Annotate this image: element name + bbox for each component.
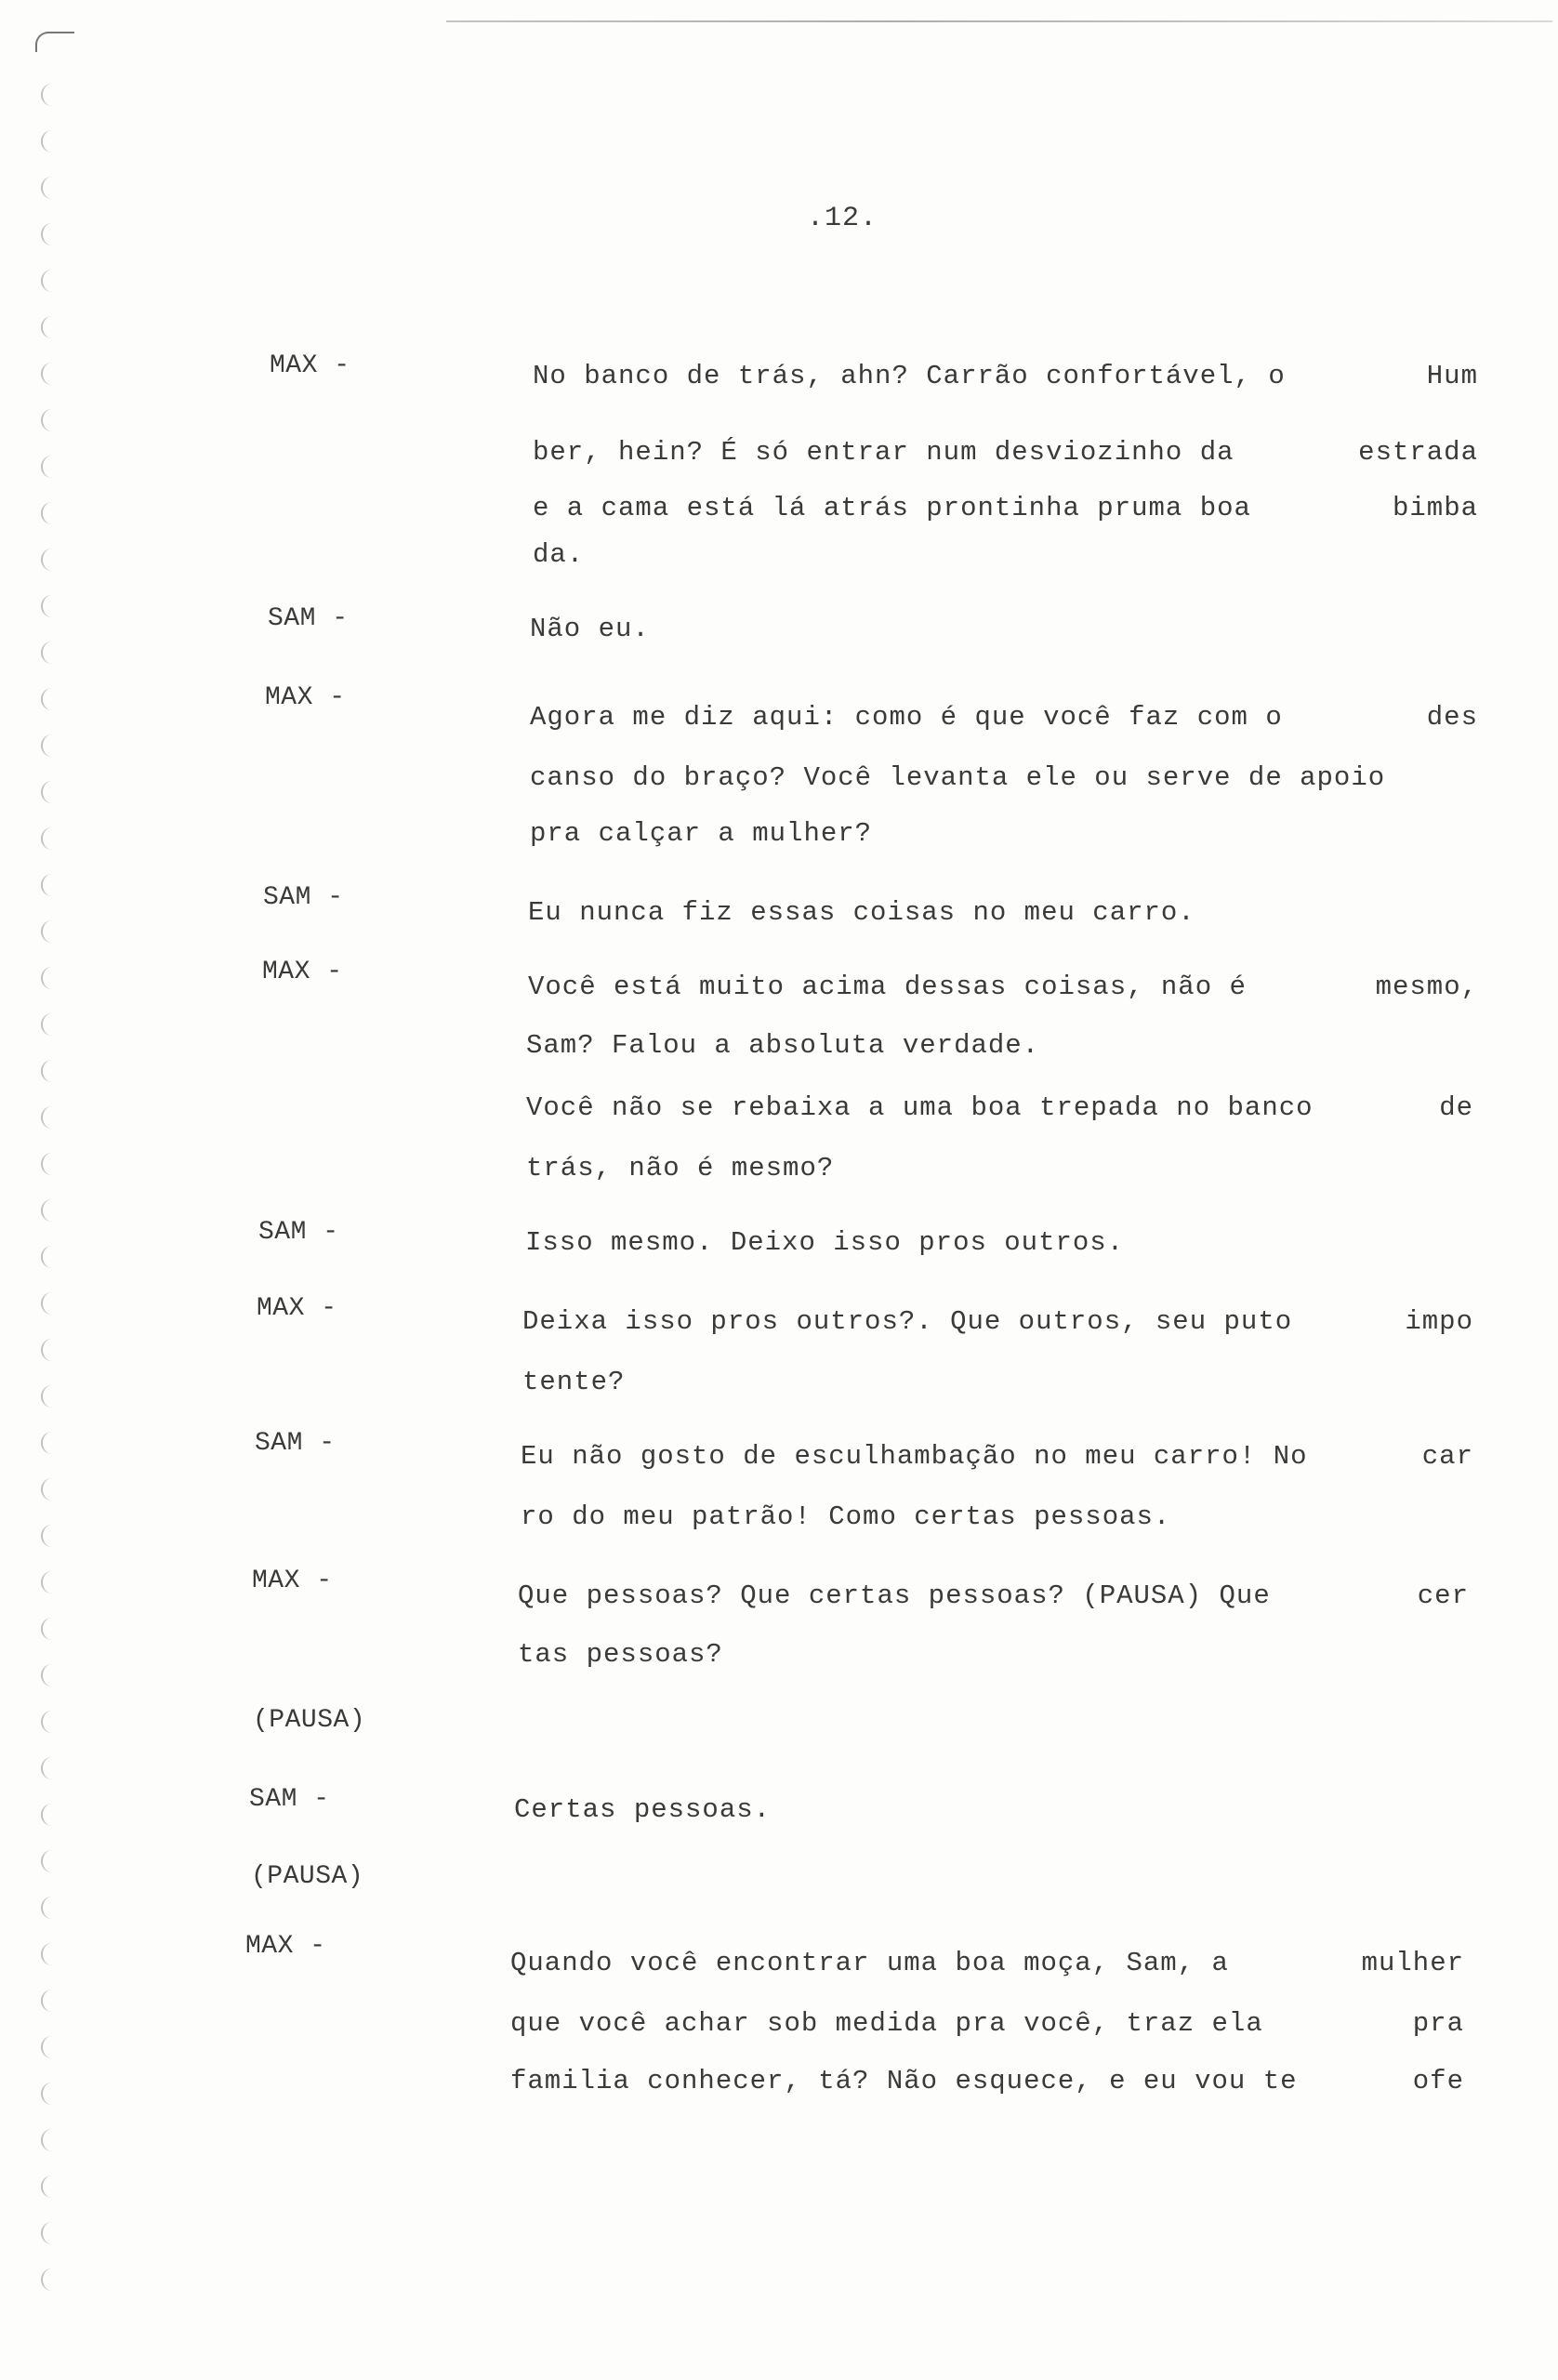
dialogue-text: Certas pessoas.	[514, 1794, 772, 1825]
dialogue-text: da.	[533, 539, 585, 570]
dialogue-line	[533, 493, 1478, 523]
dialogue-text: que você achar sob medida pra você, traz ela	[510, 2008, 1263, 2039]
speaker-label: MAX -	[245, 1932, 326, 1961]
dialogue-text: Agora me diz aqui: como é que você faz com o	[530, 702, 1283, 733]
binding-hole-mark	[41, 2129, 56, 2151]
binding-hole-mark	[41, 1292, 56, 1315]
dialogue-line	[528, 972, 1478, 1002]
binding-hole-mark	[41, 1339, 56, 1361]
binding-hole-mark	[41, 502, 56, 524]
binding-hole-mark	[41, 84, 56, 106]
binding-hole-mark	[41, 2175, 56, 2198]
dialogue-text: de	[1439, 1092, 1473, 1123]
binding-hole-mark	[41, 1664, 56, 1686]
speaker-label: SAM -	[249, 1785, 330, 1814]
binding-hole-mark	[41, 363, 56, 385]
dialogue-text: familia conhecer, tá? Não esquece, e eu vou te	[510, 2066, 1298, 2096]
speaker-label: (PAUSA)	[251, 1862, 364, 1891]
dialogue-text: Eu nunca fiz essas coisas no meu carro.	[528, 897, 1195, 928]
binding-hole-mark	[41, 130, 56, 152]
dialogue-line	[533, 539, 584, 570]
dialogue-text: Que pessoas? Que certas pessoas? (PAUSA) Que	[518, 1580, 1271, 1611]
speaker-label: SAM -	[268, 604, 349, 633]
binding-hole-mark	[41, 1711, 56, 1733]
dialogue-line	[522, 1306, 1473, 1337]
dialogue-line	[514, 1794, 771, 1825]
dialogue-line	[533, 361, 1478, 391]
dialogue-text: trás, não é mesmo?	[526, 1153, 835, 1183]
speaker-label: SAM -	[258, 1218, 339, 1247]
page-number: .12.	[807, 203, 878, 234]
binding-hole-mark	[41, 734, 56, 757]
binding-hole-mark	[41, 781, 56, 803]
dialogue-text: Quando você encontrar uma boa moça, Sam, a	[510, 1948, 1229, 1978]
dialogue-text: car	[1421, 1441, 1473, 1472]
binding-hole-mark	[41, 1525, 56, 1547]
dialogue-line	[521, 1441, 1473, 1472]
dialogue-line	[530, 762, 1385, 793]
binding-holes	[41, 84, 63, 2352]
binding-hole-mark	[41, 1060, 56, 1082]
dialogue-text: Deixa isso pros outros?. Que outros, seu puto	[522, 1306, 1293, 1337]
dialogue-text: bimba	[1392, 493, 1478, 523]
binding-hole-mark	[41, 1757, 56, 1779]
binding-hole-mark	[41, 223, 56, 245]
speaker-label: MAX -	[265, 683, 346, 712]
dialogue-line	[533, 437, 1478, 468]
binding-hole-mark	[41, 2222, 56, 2244]
binding-hole-mark	[41, 1106, 56, 1129]
dialogue-line	[518, 1639, 723, 1670]
binding-hole-mark	[41, 1199, 56, 1222]
binding-hole-mark	[41, 1850, 56, 1872]
dialogue-line	[522, 1367, 625, 1397]
binding-hole-mark	[41, 688, 56, 710]
dialogue-text: des	[1426, 702, 1478, 733]
dialogue-text: pra calçar a mulher?	[530, 818, 873, 849]
binding-hole-mark	[41, 595, 56, 617]
binding-hole-mark	[41, 1432, 56, 1454]
dialogue-line	[530, 818, 872, 849]
dialogue-text: Eu não gosto de esculhambação no meu carro! No	[521, 1441, 1308, 1472]
binding-hole-mark	[41, 2036, 56, 2058]
dialogue-line	[510, 2008, 1464, 2039]
binding-hole-mark	[41, 641, 56, 664]
dialogue-line	[525, 1227, 1124, 1258]
dialogue-line	[510, 1948, 1464, 1978]
speaker-label: (PAUSA)	[253, 1706, 366, 1735]
dialogue-text: Sam? Falou a absoluta verdade.	[526, 1030, 1040, 1061]
binding-hole-mark	[41, 1990, 56, 2012]
binding-hole-mark	[41, 1897, 56, 1919]
dialogue-text: estrada	[1358, 437, 1478, 468]
binding-hole-mark	[41, 270, 56, 292]
binding-hole-mark	[41, 967, 56, 989]
dialogue-text: e a cama está lá atrás prontinha pruma boa	[533, 493, 1251, 523]
dialogue-line	[526, 1030, 1039, 1061]
binding-hole-mark	[41, 409, 56, 431]
binding-hole-mark	[41, 2268, 56, 2291]
dialogue-line	[518, 1580, 1469, 1611]
speaker-label: SAM -	[255, 1429, 336, 1458]
dialogue-text: Não eu.	[530, 614, 650, 644]
dialogue-line	[526, 1092, 1473, 1123]
binding-hole-mark	[41, 177, 56, 199]
speaker-label: MAX -	[262, 958, 343, 986]
dialogue-text: canso do braço? Você levanta ele ou serve de apoio	[530, 762, 1386, 793]
speaker-label: MAX -	[252, 1567, 333, 1595]
dialogue-text: ber, hein? É só entrar num desviozinho da	[533, 437, 1235, 468]
binding-hole-mark	[41, 2082, 56, 2105]
binding-hole-mark	[41, 1153, 56, 1175]
binding-hole-mark	[41, 1013, 56, 1036]
binding-hole-mark	[41, 1943, 56, 1965]
binding-hole-mark	[41, 1804, 56, 1826]
binding-hole-mark	[41, 456, 56, 478]
binding-hole-mark	[41, 1618, 56, 1640]
dialogue-text: pra	[1412, 2008, 1464, 2039]
binding-hole-mark	[41, 1246, 56, 1268]
dialogue-text: impo	[1405, 1306, 1473, 1337]
dialogue-text: cer	[1417, 1580, 1469, 1611]
binding-hole-mark	[41, 874, 56, 896]
corner-bracket-mark	[35, 32, 74, 52]
dialogue-text: No banco de trás, ahn? Carrão confortável, o	[533, 361, 1286, 391]
speaker-label: MAX -	[257, 1294, 337, 1323]
dialogue-line	[526, 1153, 834, 1183]
binding-hole-mark	[41, 1385, 56, 1408]
binding-hole-mark	[41, 1571, 56, 1593]
dialogue-line	[510, 2066, 1464, 2096]
dialogue-text: mesmo,	[1375, 972, 1478, 1002]
dialogue-line	[530, 702, 1478, 733]
dialogue-text: ro do meu patrão! Como certas pessoas.	[521, 1501, 1171, 1532]
dialogue-line	[528, 897, 1195, 928]
dialogue-text: tas pessoas?	[518, 1639, 723, 1670]
dialogue-line	[521, 1501, 1170, 1532]
dialogue-text: Você está muito acima dessas coisas, não é	[528, 972, 1247, 1002]
speaker-label: MAX -	[270, 351, 350, 380]
binding-hole-mark	[41, 827, 56, 850]
dialogue-line	[530, 614, 650, 644]
speaker-label: SAM -	[263, 883, 344, 912]
dialogue-text: Isso mesmo. Deixo isso pros outros.	[525, 1227, 1125, 1258]
binding-hole-mark	[41, 1478, 56, 1501]
dialogue-text: Hum	[1426, 361, 1478, 391]
binding-hole-mark	[41, 549, 56, 571]
binding-hole-mark	[41, 316, 56, 338]
dialogue-text: mulher	[1361, 1948, 1464, 1978]
dialogue-text: tente?	[522, 1367, 626, 1397]
dialogue-text: ofe	[1412, 2066, 1464, 2096]
binding-hole-mark	[41, 920, 56, 943]
dialogue-text: Você não se rebaixa a uma boa trepada no banco	[526, 1092, 1314, 1123]
top-edge-rule	[446, 20, 1552, 22]
